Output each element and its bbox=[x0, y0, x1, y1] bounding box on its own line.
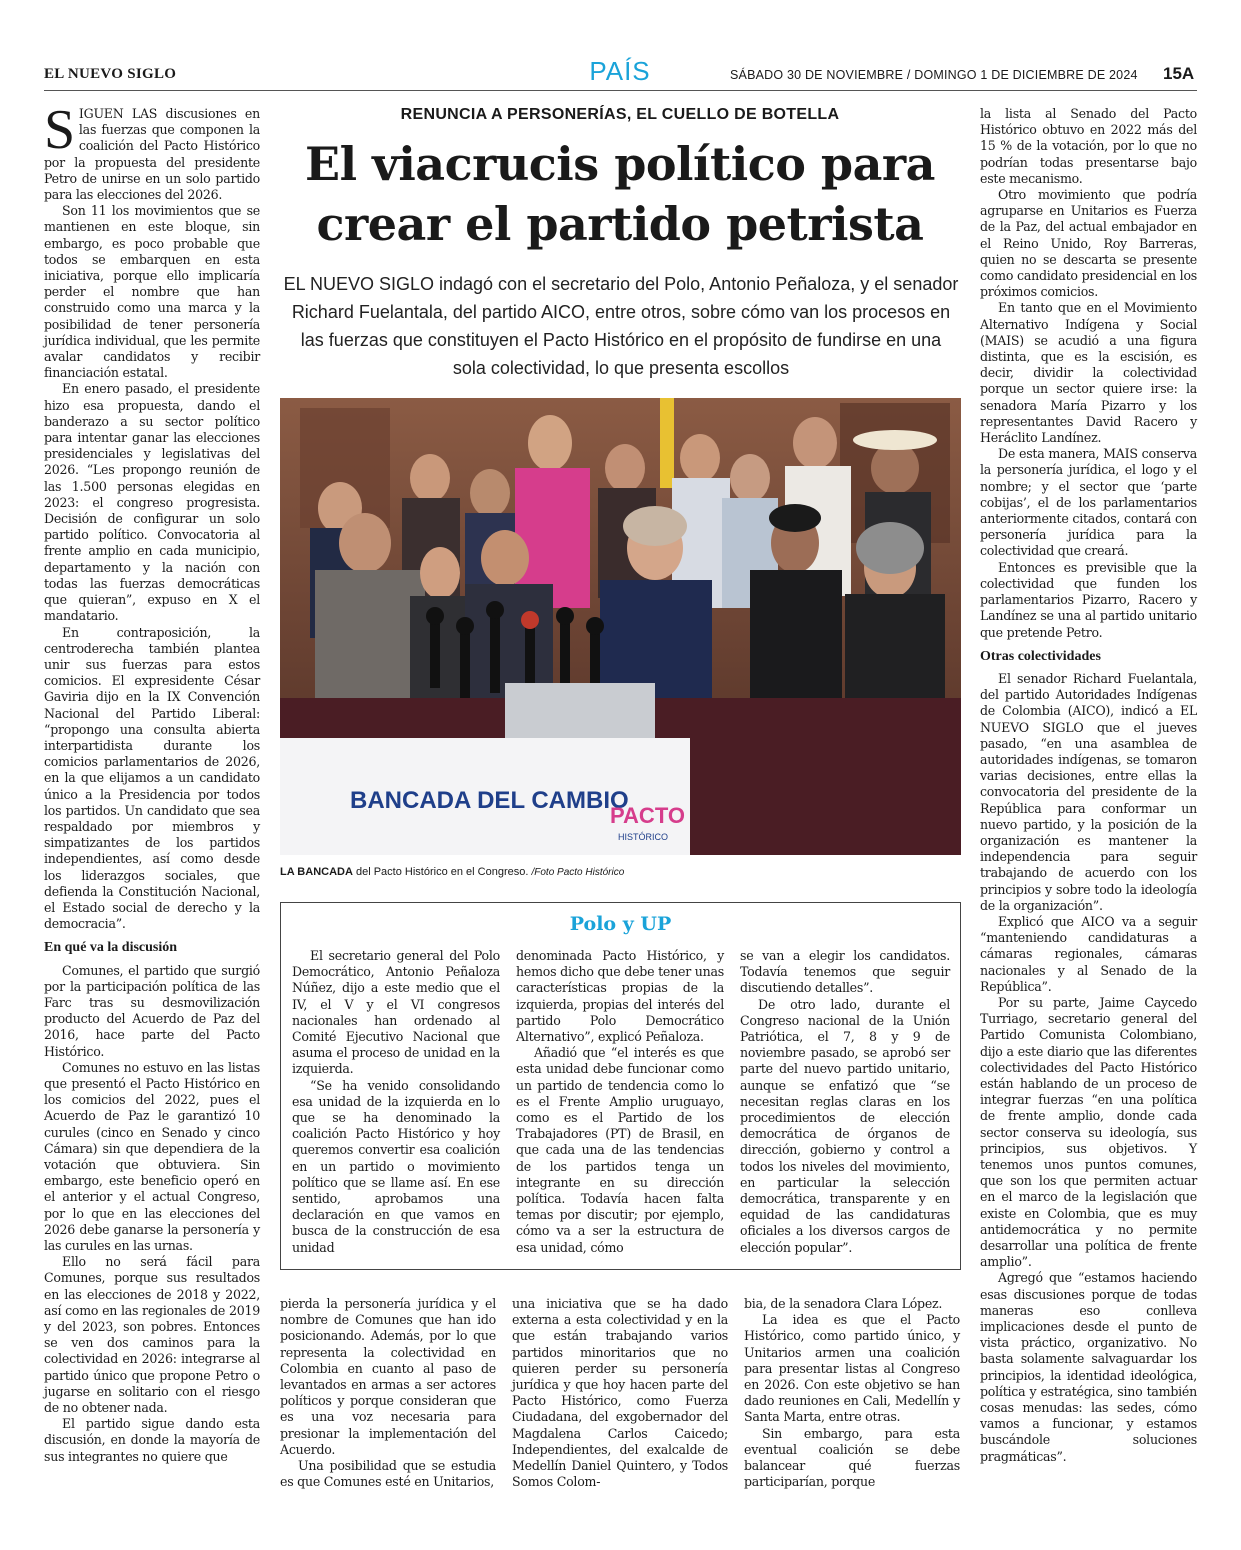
photo-caption bbox=[280, 866, 960, 878]
paragraph: “Se ha venido consolidando esa unidad de la izquierda en lo que se ha denominado la coalición Pacto Histórico y hoy queremos convertir esa coalición en un partido o movimiento político que se llame así. En ese sentido, aprobamos una declaración en que vamos en busca de la construcción de esa unidad bbox=[292, 1077, 500, 1255]
column-bottom-3 bbox=[744, 1296, 960, 1490]
paragraph: denominada Pacto Histórico, y hemos dicho que debe tener unas características propias de la izquierda, propias del interés del partido Polo Democrático Alternativo”, explicó Peñaloza. bbox=[516, 948, 724, 1045]
paragraph: De esta manera, MAIS conserva la personería jurídica, el logo y el nombre; y el sector que ‘parte cobijas’, el de los parlamentarios anteriormente citados, contará con personería jurídica para la colectividad que creará. bbox=[980, 446, 1197, 559]
caption-lead: LA BANCADA bbox=[280, 866, 353, 878]
paragraph: Entonces es previsible que la colectividad que funden los parlamentarios Pizarro, Racero y Landínez se una al partido unitario que pretende Petro. bbox=[980, 559, 1197, 640]
section-label: PAÍS bbox=[589, 56, 651, 86]
header-rule bbox=[44, 90, 1197, 91]
paragraph: Comunes, el partido que surgió por la participación política de las Farc tras su desmovilización producto del Acuerdo de Paz del 2016, hace parte del Pacto Histórico. bbox=[44, 962, 260, 1059]
page-number: 15A bbox=[1163, 64, 1195, 83]
caption-text: del Pacto Histórico en el Congreso. bbox=[352, 866, 532, 878]
banner-logo: PACTO bbox=[610, 803, 685, 828]
deck: EL NUEVO SIGLO indagó con el secretario del Polo, Antonio Peñaloza, y el senador Richard Fuelantala, del partido AICO, entre otros, sobre cómo van los procesos en las fuerzas que constituyen el Pacto Histórico en el propósito de fundirse en una sola colectividad, lo que presenta escollos bbox=[283, 274, 959, 378]
paragraph: bia, de la senadora Clara López. bbox=[744, 1296, 943, 1311]
sidebar-title: Polo y UP bbox=[569, 913, 672, 935]
paragraph: En tanto que en el Movimiento Alternativo Indígena y Social (MAIS) se acudió a una figura distinta, que es la escisión, es decir, dividir la colectividad porque un sector quiere irse: la senadora María Pizarro y los representantes David Racero y Heráclito Landínez. bbox=[980, 300, 1197, 446]
column-right bbox=[980, 106, 1197, 1465]
paragraph: Sin embargo, para esta eventual coalición se debe balancear qué fuerzas participarían, porque bbox=[744, 1425, 960, 1490]
paragraph: Agregó que “estamos haciendo esas discusiones porque de todas maneras eso conlleva implicaciones desde el punto de vista práctico, organizativo. No basta solamente salvaguardar los principios, la identidad ideológica, política y estratégica, sino también cosas menudas: las sedes, cómo vamos a funcionar, y estamos buscándole soluciones pragmáticas”. bbox=[980, 1270, 1197, 1464]
paragraph: El secretario general del Polo Democrático, Antonio Peñaloza Núñez, dijo a este medio que el IV, el V y el VI congresos nacionales han ordenado al Comité Ejecutivo Nacional que asuma el proceso de unidad en la izquierda. bbox=[292, 948, 500, 1077]
masthead: EL NUEVO SIGLO bbox=[44, 66, 177, 82]
paragraph: La idea es que el Pacto Histórico, como partido único, y Unitarios armen una coalición para presentar listas al Congreso en 2026. Con este objetivo se han dado reuniones en Cali, Medellín y Santa Marta, entre otras. bbox=[744, 1312, 960, 1425]
paragraph: la lista al Senado del Pacto Histórico obtuvo en 2022 más del 15 % de la votación, por lo que no podrían todas presentarse bajo este mecanismo. bbox=[980, 106, 1197, 186]
paragraph: se van a elegir los candidatos. Todavía tenemos que seguir discutiendo detalles”. bbox=[740, 948, 950, 996]
paragraph: Explicó que AICO va a seguir “manteniendo candidaturas a cámaras regionales, cámaras nacionales y al Senado de la República”. bbox=[980, 913, 1197, 994]
subheading: Otras colectividades bbox=[980, 648, 1101, 664]
paragraph: Otro movimiento que podría agruparse en Unitarios es Fuerza de la Paz, del actual embajador en el Reino Unido, Roy Barreras, quien no se descarta se presente como candidato presidencial en los próximos comicios. bbox=[980, 187, 1197, 300]
paragraph bbox=[44, 99, 260, 203]
banner-text: BANCADA DEL CAMBIO bbox=[350, 787, 629, 814]
paragraph: pierda la personería jurídica y el nombre de Comunes que han ido posicionando. Además, por lo que representa la colectividad en Colombia en cuanto al paso de levantados en armas a ser actores políticos y porque consideran que es una voz necesaria para presionar la implementación del Acuerdo. bbox=[280, 1296, 496, 1457]
article-photo bbox=[280, 398, 961, 855]
sidebar-column-1 bbox=[292, 948, 500, 1256]
column-left bbox=[44, 99, 260, 1465]
paragraph: De otro lado, durante el Congreso nacional de la Unión Patriótica, el 7, 8 y 9 de noviembre pasado, se aprobó ser parte del nuevo partido unitario, aunque se enfatizó que “se necesitan reglas claras en los procedimientos de elección democrática de órganos de dirección, gobierno y control a todos los niveles del movimiento, en particular la selección democrática, transparente y en equidad de las candidaturas oficiales a los diversos cargos de elección popular”. bbox=[740, 996, 950, 1255]
kicker: RENUNCIA A PERSONERÍAS, EL CUELLO DE BOTELLA bbox=[400, 106, 840, 123]
lead-text: IGUEN LAS discusiones en las fuerzas que componen la coalición del Pacto Histórico por la propuesta del presidente Petro de unirse en un solo partido para las elecciones del 2026. bbox=[44, 106, 260, 203]
paragraph: El partido sigue dando esta discusión, en donde la mayoría de sus integrantes no quiere que bbox=[44, 1416, 260, 1464]
column-bottom-2 bbox=[512, 1296, 728, 1490]
drop-cap: S bbox=[44, 99, 75, 161]
paragraph: Son 11 los movimientos que se mantienen en este bloque, sin embargo, es poco probable que todos se embarquen en esta iniciativa, porque ello implicaría perder el nombre que han construido como una marca y la posibilidad de tener personería jurídica individual, que les permite avalar candidatos y recibir financiación estatal. bbox=[44, 203, 260, 381]
subheading: En qué va la discusión bbox=[44, 940, 178, 956]
paragraph: Por su parte, Jaime Caycedo Turriago, secretario general del Partido Comunista Colombiano, dijo a este diario que las diferentes colectividades del Pacto Histórico están hablando de un proceso de integrar fuerzas “en una política de frente amplio, donde cada sector conserva su ideología, sus principios, sus objetivos. Y tenemos unos puntos comunes, que son los que permiten actuar en el marco de la legislación que existe en Colombia, que es muy antidemocrática y no permite desarrollar una política de frente amplio”. bbox=[980, 994, 1197, 1270]
paragraph: Comunes no estuvo en las listas que presentó el Pacto Histórico en los comicios del 2022, pues el Acuerdo de Paz le garantizó 10 curules (cinco en Senado y cinco Cámara) sin que dependiera de la votación que obtuviera. Sin embargo, este beneficio operó en el anterior y el actual Congreso, por lo que en las elecciones del 2026 debe ganarse la personería y las curules en las urnas. bbox=[44, 1059, 260, 1254]
sidebar-column-2 bbox=[516, 948, 724, 1256]
paragraph: Añadió que “el interés es que esta unidad debe funcionar como un partido de tendencia como lo es el Frente Amplio uruguayo, como es el Partido de los Trabajadores (PT) de Brasil, en que cada una de las tendencias de los partidos tenga un integrante en su dirección política. Todavía hacen falta temas por discutir; por ejemplo, cómo va a ser la estructura de esa unidad, cómo bbox=[516, 1045, 724, 1255]
paragraph: Ello no será fácil para Comunes, porque sus resultados en las elecciones de 2018 y 2022, así como en las regionales de 2019 y del 2023, son pobres. Entonces se ven dos caminos para la colectividad en 2026: integrarse al partido único que propone Petro o jugarse en solitario con el riesgo de no obtener nada. bbox=[44, 1254, 260, 1416]
paragraph: En contraposición, la centroderecha también plantea unir sus fuerzas para estos comicios. El expresidente César Gaviria dijo en la IX Convención Nacional del Partido Liberal: “propongo una consulta abierta interpartidista durante los comicios parlamentarios de 2026, en la que elijamos a un candidato único a la Presidencia por todos los partidos. Un candidato que sea respaldado por miembros y simpatizantes de los partidos independientes, así como desde los liderazgos sociales, que defienda la Constitución Nacional, el Estado social de derecho y la democracia”. bbox=[44, 624, 260, 932]
photo-illustration bbox=[280, 398, 961, 855]
paragraph: El senador Richard Fuelantala, del partido Autoridades Indígenas de Colombia (AICO), indicó a EL NUEVO SIGLO que el jueves pasado, “en una asamblea de autoridades indígenas, se tomaron varias decisiones, entre ellas la convocatoria del presidente de la República para conformar un nuevo partido, y la posición de la organización es mantener la independencia para seguir trabajando de acuerdo con los principios y sobre todo la ideología de la organización”. bbox=[980, 670, 1197, 913]
dateline: SÁBADO 30 DE NOVIEMBRE / DOMINGO 1 DE DICIEMBRE DE 2024 bbox=[730, 68, 1138, 82]
paragraph: En enero pasado, el presidente hizo esa propuesta, dando el banderazo a su sector político para intentar ganar las elecciones presidenciales y legislativas del 2026. “Les propongo reunión de las 1.500 personas elegidas en 2023: el congreso progresista. Decisión de configurar un solo partido político. Convocatoria al frente amplio en cada municipio, departamento y la nación con todas las fuerzas democráticas que quieran”, expuso en X el mandatario. bbox=[44, 381, 260, 624]
banner-logo-sub: HISTÓRICO bbox=[618, 832, 669, 842]
sidebar-column-3 bbox=[740, 948, 950, 1256]
column-bottom-1 bbox=[280, 1296, 496, 1490]
paragraph: una iniciativa que se ha dado externa a esta colectividad y en la que están trabajando varios partidos minoritarios que no quieren perder su personería jurídica y que hoy hacen parte del Pacto Histórico, como Fuerza Ciudadana, del exgobernador del Magdalena Carlos Caicedo; Independientes, del exalcalde de Medellín Daniel Quintero, y Todos Somos Colom- bbox=[512, 1296, 728, 1490]
photo-credit: /Foto Pacto Histórico bbox=[531, 867, 625, 878]
paragraph: Una posibilidad que se estudia es que Comunes esté en Unitarios, bbox=[280, 1458, 496, 1490]
headline: El viacrucis político para crear el partido petrista bbox=[305, 137, 935, 251]
